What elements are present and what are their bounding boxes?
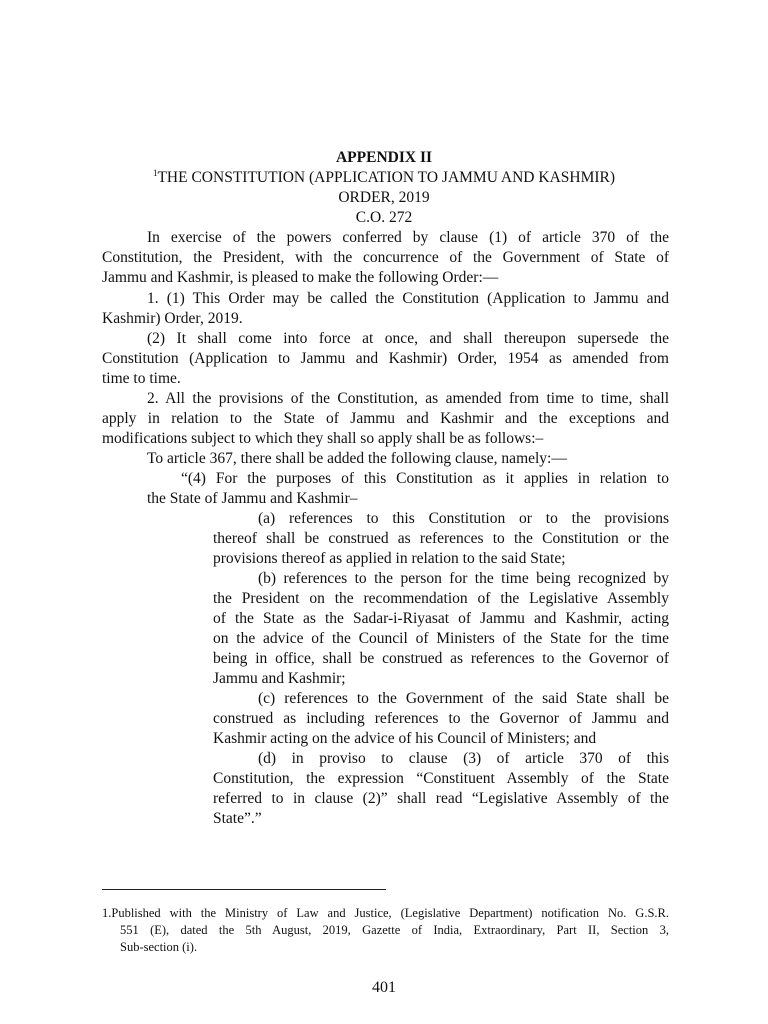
co-number: C.O. 272 (355, 209, 413, 226)
body-line: modifications subject to which they shall so apply shall be as follows:– (102, 430, 544, 447)
clause-line: Constitution, the expression “Constituent Assembly of the State (213, 770, 669, 787)
clause-line: (c) references to the Government of the said State shall be (258, 690, 669, 707)
clause-line: (b) references to the person for the time being recognized by (258, 570, 669, 587)
body-line: (2) It shall come into force at once, and shall thereupon supersede the (147, 330, 669, 347)
clause-line: on the advice of the Council of Ministers of the State for the time (213, 630, 669, 647)
clause-line: (a) references to this Constitution or to the provisions (258, 510, 669, 527)
body-line: time to time. (102, 370, 181, 387)
appendix-heading: APPENDIX II (335, 149, 433, 166)
body-line: Constitution, the President, with the concurrence of the Government of State of (102, 249, 669, 266)
footnote-line: 551 (E), dated the 5th August, 2019, Gazette of India, Extraordinary, Part II, Section 3, (120, 923, 669, 937)
clause-line: the President on the recommendation of the Legislative Assembly (213, 590, 669, 607)
clause-line: of the State as the Sadar-i-Riyasat of Jammu and Kashmir, acting (213, 610, 669, 627)
clause-line: construed as including references to the Governor of Jammu and (213, 710, 669, 727)
footnote-marker: 1 (152, 168, 158, 178)
body-line: To article 367, there shall be added the following clause, namely:— (147, 450, 567, 467)
page-number: 401 (372, 979, 396, 996)
clause-line: thereof shall be construed as references to the Constitution or the (213, 530, 669, 547)
clause-line: (d) in proviso to clause (3) of article 370 of this (258, 750, 669, 767)
body-line: apply in relation to the State of Jammu and Kashmir and the exceptions and (102, 410, 669, 427)
clause-line: Jammu and Kashmir; (213, 670, 346, 687)
clause-line: State”.” (213, 810, 262, 827)
footnote-line: Sub-section (i). (120, 940, 198, 954)
body-line: Constitution (Application to Jammu and Kashmir) Order, 1954 as amended from (102, 350, 669, 367)
body-line: In exercise of the powers conferred by clause (1) of article 370 of the (147, 229, 669, 246)
body-line: “(4) For the purposes of this Constitution as it applies in relation to (181, 470, 669, 487)
body-line: Jammu and Kashmir, is pleased to make the following Order:— (102, 269, 499, 286)
clause-line: referred to in clause (2)” shall read “Legislative Assembly of the (213, 790, 669, 807)
footnote-separator (102, 889, 386, 890)
clause-line: provisions thereof as applied in relation to the said State; (213, 550, 566, 567)
body-line: 2. All the provisions of the Constitution, as amended from time to time, shall (147, 390, 669, 407)
body-line: the State of Jammu and Kashmir– (147, 490, 358, 507)
body-line: 1. (1) This Order may be called the Constitution (Application to Jammu and (147, 290, 669, 307)
footnote-line: 1.Published with the Ministry of Law and Justice, (Legislative Department) notification No. G.S.R. (102, 906, 669, 920)
body-line: Kashmir) Order, 2019. (102, 310, 243, 327)
order-title-line-2: ORDER, 2019 (338, 189, 430, 206)
order-title-line-1: $^1$THE CONSTITUTION (APPLICATION TO JAMMU AND KASHMIR) (152, 168, 616, 186)
clause-line: being in office, shall be construed as references to the Governor of (213, 650, 669, 667)
clause-line: Kashmir acting on the advice of his Council of Ministers; and (213, 730, 597, 747)
